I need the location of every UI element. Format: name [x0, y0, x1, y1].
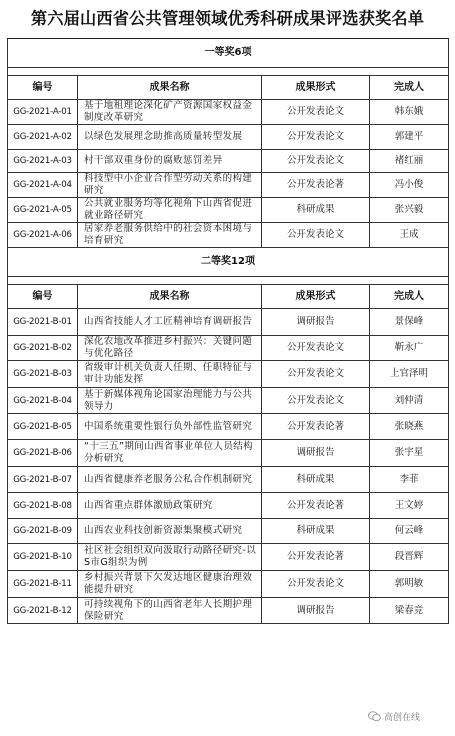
achievement-form: 公开发表论著 [262, 414, 370, 440]
award-id: GG-2021-A-01 [8, 100, 78, 125]
award-id: GG-2021-B-06 [8, 440, 78, 467]
author: 褚红丽 [370, 150, 449, 173]
column-header: 编号 [8, 76, 78, 100]
author: 韩东娥 [370, 100, 449, 125]
column-header-row [8, 76, 449, 100]
award-id: GG-2021-A-04 [8, 173, 78, 198]
achievement-form: 科研成果 [262, 519, 370, 544]
author: 刘仲清 [370, 388, 449, 414]
award-id: GG-2021-B-02 [8, 336, 78, 361]
table-row [8, 336, 449, 361]
watermark-text: 高创在线 [384, 713, 421, 723]
author: 李菲 [370, 467, 449, 493]
table-row [8, 440, 449, 467]
author: 段晋辉 [370, 544, 449, 571]
achievement-form: 调研报告 [262, 598, 370, 624]
column-header: 编号 [8, 285, 78, 309]
award-id: GG-2021-B-12 [8, 598, 78, 624]
award-id: GG-2021-A-05 [8, 198, 78, 223]
award-id: GG-2021-B-11 [8, 571, 78, 598]
table-row [8, 388, 449, 414]
table-row [8, 467, 449, 493]
achievement-name: 省级审计机关负责人任期、任职特征与审计功能发挥 [78, 361, 262, 388]
achievement-name: 深化农地改革推进乡村振兴：关键问题与优化路径 [78, 336, 262, 361]
table-row [8, 100, 449, 125]
achievement-form: 公开发表论文 [262, 100, 370, 125]
achievement-form: 公开发表论著 [262, 173, 370, 198]
achievement-name: 基于新媒体视角论国家治理能力与公共领导力 [78, 388, 262, 414]
watermark [368, 710, 420, 723]
award-id: GG-2021-A-03 [8, 150, 78, 173]
achievement-form: 科研成果 [262, 198, 370, 223]
achievement-name: 社区社会组织双向汲取行动路径研究-以S市G组织为例 [78, 544, 262, 571]
column-header: 完成人 [370, 76, 449, 100]
achievement-form: 调研报告 [262, 309, 370, 336]
award-id: GG-2021-B-09 [8, 519, 78, 544]
section-heading-row [8, 248, 449, 277]
table-row [8, 493, 449, 519]
column-header: 成果形式 [262, 285, 370, 309]
achievement-form: 公开发表论著 [262, 544, 370, 571]
table-row [8, 361, 449, 388]
achievement-form: 调研报告 [262, 440, 370, 467]
table-row [8, 125, 449, 150]
award-id: GG-2021-B-04 [8, 388, 78, 414]
author: 张晓燕 [370, 414, 449, 440]
achievement-form: 公开发表论文 [262, 571, 370, 598]
table-row [8, 571, 449, 598]
award-id: GG-2021-A-02 [8, 125, 78, 150]
achievement-name: “十三五”期间山西省事业单位人员结构分析研究 [78, 440, 262, 467]
achievement-name: 公共就业服务均等化视角下山西省促进就业路径研究 [78, 198, 262, 223]
page-title: 第六届山西省公共管理领域优秀科研成果评选获奖名单 [30, 9, 425, 28]
achievement-name: 基于地租理论深化矿产资源国家权益金制度改革研究 [78, 100, 262, 125]
table-row [8, 150, 449, 173]
achievement-name: 山西省健康养老服务公私合作机制研究 [78, 467, 262, 493]
table-row [8, 223, 449, 248]
achievement-form: 公开发表论文 [262, 150, 370, 173]
author: 景保峰 [370, 309, 449, 336]
achievement-form: 公开发表论文 [262, 388, 370, 414]
column-header: 成果形式 [262, 76, 370, 100]
author: 王成 [370, 223, 449, 248]
author: 冯小俊 [370, 173, 449, 198]
table-row [8, 598, 449, 624]
wechat-icon [368, 711, 381, 722]
column-header: 成果名称 [78, 285, 262, 309]
award-table [7, 38, 449, 624]
achievement-form: 公开发表论文 [262, 125, 370, 150]
achievement-form: 公开发表论文 [262, 361, 370, 388]
achievement-form: 科研成果 [262, 467, 370, 493]
section-heading: 一等奖6项 [8, 39, 449, 68]
column-header: 完成人 [370, 285, 449, 309]
author: 何云峰 [370, 519, 449, 544]
award-id: GG-2021-B-08 [8, 493, 78, 519]
achievement-form: 公开发表论著 [262, 493, 370, 519]
achievement-name: 山西农业科技创新资源集聚模式研究 [78, 519, 262, 544]
achievement-name: 村干部双重身份的腐败惩罚差异 [78, 150, 262, 173]
table-row [8, 173, 449, 198]
column-header: 成果名称 [78, 76, 262, 100]
award-id: GG-2021-B-10 [8, 544, 78, 571]
award-id: GG-2021-B-03 [8, 361, 78, 388]
section-heading-row [8, 39, 449, 68]
award-id: GG-2021-B-07 [8, 467, 78, 493]
author: 张兴毅 [370, 198, 449, 223]
author: 上官泽明 [370, 361, 449, 388]
award-id: GG-2021-B-01 [8, 309, 78, 336]
achievement-form: 公开发表论文 [262, 336, 370, 361]
author: 靳永广 [370, 336, 449, 361]
author: 王文婷 [370, 493, 449, 519]
section-heading: 二等奖12项 [8, 248, 449, 277]
achievement-name: 中国系统重要性银行负外部性监管研究 [78, 414, 262, 440]
achievement-name: 居家养老服务供给中的社会资本困境与培育研究 [78, 223, 262, 248]
achievement-name: 山西省技能人才工匠精神培育调研报告 [78, 309, 262, 336]
table-row [8, 414, 449, 440]
table-row [8, 309, 449, 336]
achievement-name: 乡村振兴背景下欠发达地区健康治理效能提升研究 [78, 571, 262, 598]
achievement-name: 科技型中小企业合作型劳动关系的构建研究 [78, 173, 262, 198]
author: 张宇星 [370, 440, 449, 467]
author: 梁春竞 [370, 598, 449, 624]
achievement-name: 山西省重点群体激励政策研究 [78, 493, 262, 519]
achievement-name: 可持续视角下的山西省老年人长期护理保险研究 [78, 598, 262, 624]
achievement-form: 公开发表论文 [262, 223, 370, 248]
achievement-name: 以绿色发展理念助推高质量转型发展 [78, 125, 262, 150]
table-row [8, 544, 449, 571]
author: 郭建平 [370, 125, 449, 150]
column-header-row [8, 285, 449, 309]
table-row [8, 519, 449, 544]
author: 郭明敏 [370, 571, 449, 598]
table-row [8, 198, 449, 223]
award-id: GG-2021-B-05 [8, 414, 78, 440]
award-id: GG-2021-A-06 [8, 223, 78, 248]
